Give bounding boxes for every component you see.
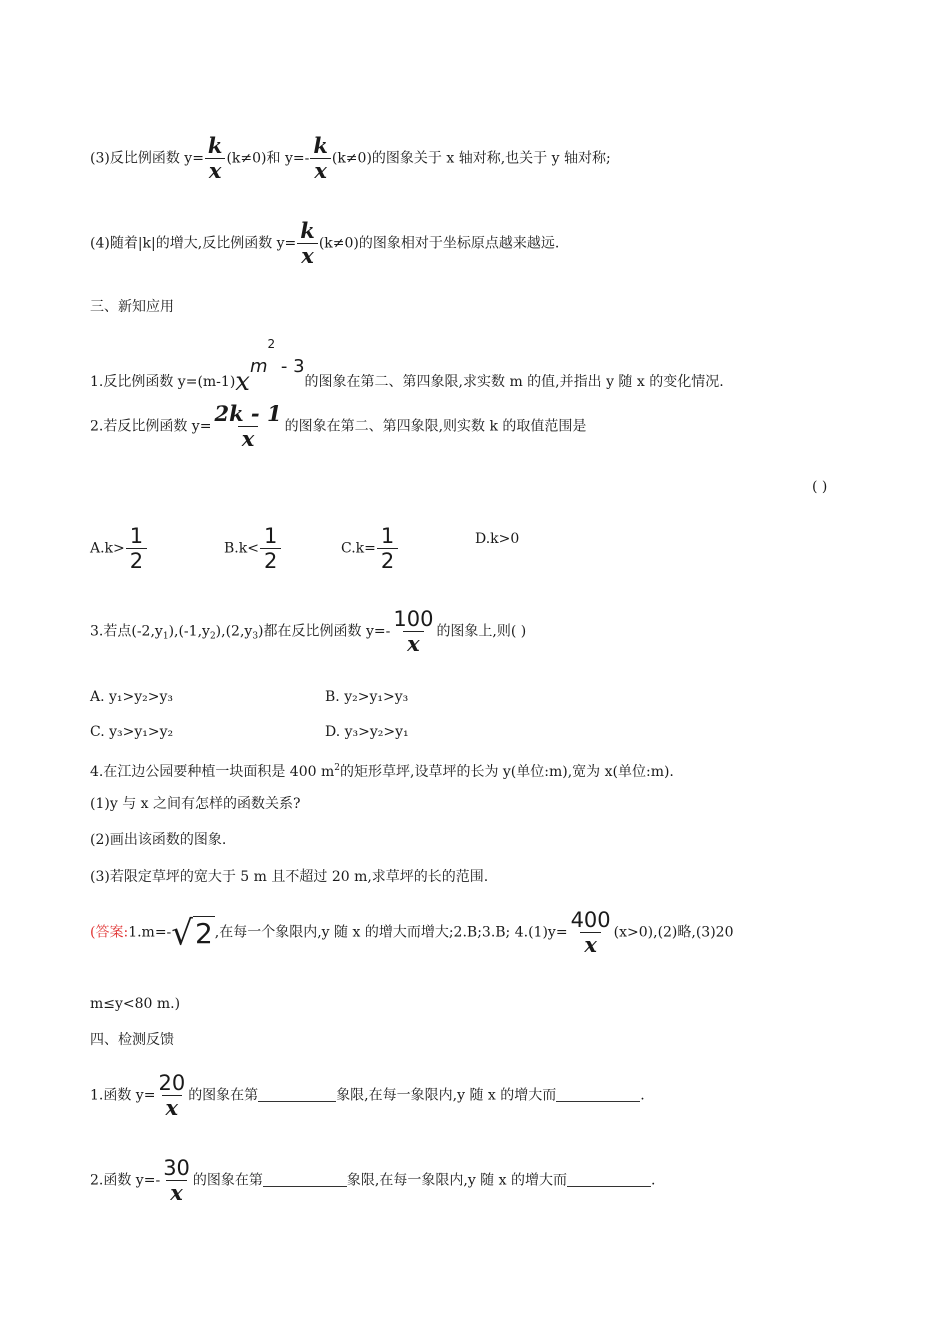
statement-3-mid: (k≠0)和 y=- bbox=[226, 150, 310, 167]
fraction-half: $\frac{1}{2}$ bbox=[377, 524, 398, 573]
answer-key-cont: m≤y<80 m.) bbox=[90, 996, 181, 1012]
option-b[interactable]: B.k< $\frac{1}{2}$ bbox=[224, 524, 282, 573]
fraction-k-over-x: $\frac{k}{x}$ bbox=[310, 134, 331, 183]
question-4-part-3: (3)若限定草坪的宽大于 5 m 且不超过 20 m,求草坪的长的范围. bbox=[90, 869, 489, 885]
question-2-end: 的图象在第二、第四象限,则实数 k 的取值范围是 bbox=[284, 418, 587, 435]
question-4: 4.在江边公园要种植一块面积是 400 $m^2$的矩形草坪,设草坪的长为 y(单位:m),宽为 x(单位:m). bbox=[90, 763, 674, 780]
option-d[interactable]: D. y₃>y₂>y₁ bbox=[325, 724, 409, 740]
option-c[interactable]: C. y₃>y₁>y₂ bbox=[90, 724, 174, 740]
question-4-part-2: (2)画出该函数的图象. bbox=[90, 832, 227, 848]
statement-4-text: (4)随着|k|的增大,反比例函数 y= bbox=[90, 235, 297, 252]
fraction-k-over-x: $\frac{k}{x}$ bbox=[205, 134, 226, 183]
question-2 bbox=[90, 402, 586, 451]
section-4-title: 四、检测反馈 bbox=[90, 1032, 174, 1048]
fraction-400-over-x: $\frac{400}{x}$ bbox=[570, 908, 611, 957]
question-1-end: 的图象在第二、第四象限,求实数 m 的值,并指出 y 随 x 的变化情况. bbox=[304, 374, 724, 390]
power-base: x bbox=[235, 367, 250, 397]
fraction-half: $\frac{1}{2}$ bbox=[126, 524, 147, 573]
option-d[interactable]: D.k>0 bbox=[475, 531, 520, 547]
statement-3 bbox=[90, 134, 611, 183]
fraction-20-over-x: $\frac{20}{x}$ bbox=[158, 1071, 186, 1120]
sqrt-sign: √ bbox=[171, 913, 193, 954]
fraction-k-over-x: $\frac{k}{x}$ bbox=[297, 219, 318, 268]
fill-blank-quadrant[interactable] bbox=[263, 1172, 347, 1187]
sqrt-value: 2 bbox=[194, 916, 213, 950]
option-a[interactable]: A. y₁>y₂>y₃ bbox=[90, 689, 174, 705]
fraction-half: $\frac{1}{2}$ bbox=[260, 524, 281, 573]
statement-4-end: (k≠0)的图象相对于坐标原点越来越远. bbox=[318, 235, 560, 252]
section-3-title: 三、新知应用 bbox=[90, 299, 174, 315]
question-2-text: 2.若反比例函数 y= bbox=[90, 418, 212, 435]
statement-3-end: (k≠0)的图象关于 x 轴对称,也关于 y 轴对称; bbox=[331, 150, 611, 167]
fill-blank-quadrant[interactable] bbox=[258, 1087, 336, 1102]
fraction-2k-1-over-x: $\frac{2k - 1}{x}$ bbox=[214, 401, 282, 451]
answer-paren: ( ) bbox=[812, 479, 828, 495]
question-3: 3.若点$(-2,y_1),(-1,y_2),(2,y_3)$都在反比例函数 y=- $\frac{100}{x}$ 的图象上,则( ) bbox=[90, 607, 527, 656]
feedback-1: 1.函数 y= $\frac{20}{x}$ 的图象在第 象限,在每一象限内,y 随 x 的增大而 . bbox=[90, 1071, 645, 1120]
fill-blank-trend[interactable] bbox=[556, 1087, 640, 1102]
question-4-part-1: (1)y 与 x 之间有怎样的函数关系? bbox=[90, 796, 301, 812]
answer-label: 答案: bbox=[95, 924, 129, 941]
power-exponent: $m^2 - 3$ bbox=[249, 337, 305, 377]
fill-blank-trend[interactable] bbox=[567, 1172, 651, 1187]
option-c[interactable]: C.k= $\frac{1}{2}$ bbox=[341, 524, 399, 573]
fraction-100-over-x: $\frac{100}{x}$ bbox=[393, 607, 434, 656]
question-1 bbox=[90, 334, 724, 397]
option-a[interactable]: A.k> $\frac{1}{2}$ bbox=[90, 524, 148, 573]
statement-4 bbox=[90, 219, 559, 268]
question-1-text: 1.反比例函数 y=(m-1) bbox=[90, 374, 236, 390]
fraction-30-over-x: $\frac{30}{x}$ bbox=[163, 1156, 190, 1205]
option-b[interactable]: B. y₂>y₁>y₃ bbox=[325, 689, 409, 705]
feedback-2: 2.函数 y=- $\frac{30}{x}$ 的图象在第 象限,在每一象限内,y 随 x 的增大而 . bbox=[90, 1156, 656, 1205]
answer-key: (答案:1.m=-√2 ,在每一个象限内,y 随 x 的增大而增大;2.B;3.B; 4.(1)y= $\frac{400}{x}$ (x>0),(2)略,(3)20 bbox=[90, 908, 734, 957]
statement-3-text: (3)反比例函数 y= bbox=[90, 150, 204, 167]
